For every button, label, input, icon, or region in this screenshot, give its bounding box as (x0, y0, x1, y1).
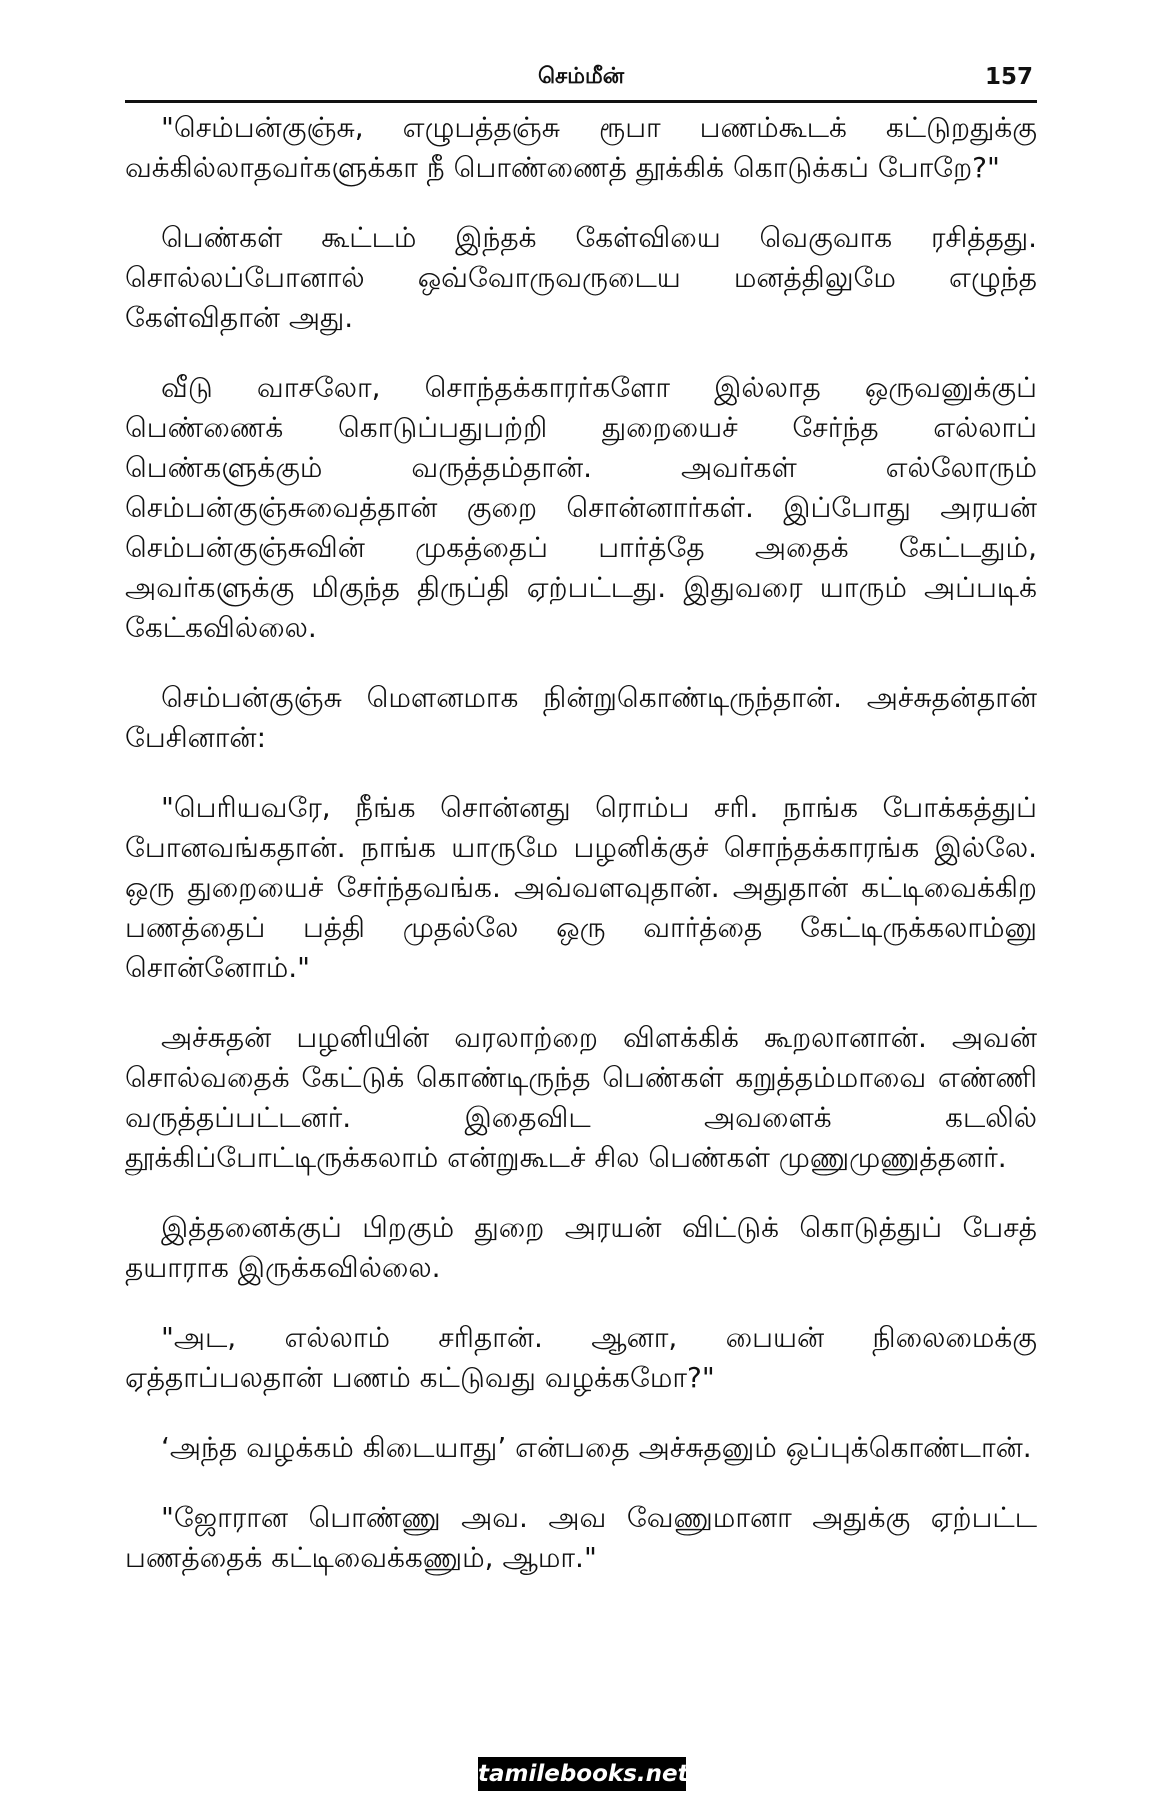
paragraph: "அட, எல்லாம் சரிதான். ஆனா, பையன் நிலைமைக்கு ஏத்தாப்பலதான் பணம் கட்டுவது வழக்கமோ?" (125, 1321, 1037, 1394)
paragraph: பெண்கள் கூட்டம் இந்தக் கேள்வியை வெகுவாக ரசித்தது. சொல்லப்போனால் ஒவ்வோருவருடைய மனத்திலுமே எழுந்த கேள்விதான் அது. (125, 221, 1037, 334)
paragraph: "செம்பன்குஞ்சு, எழுபத்தஞ்சு ரூபா பணம்கூடக் கட்டுறதுக்கு வக்கில்லாதவர்களுக்கா நீ பொண்ணைத் தூக்கிக் கொடுக்கப் போறே?" (125, 111, 1037, 184)
page-number: 157 (984, 64, 1033, 90)
paragraph: ‘அந்த வழக்கம் கிடையாது’ என்பதை அச்சுதனும் ஒப்புக்கொண்டான். (161, 1431, 1032, 1464)
paragraph: இத்தனைக்குப் பிறகும் துறை அரயன் விட்டுக் கொடுத்துப் பேசத் தயாராக இருக்கவில்லை. (125, 1211, 1037, 1284)
header-divider (125, 100, 1037, 103)
page-header (125, 60, 1037, 100)
paragraph: செம்பன்குஞ்சு மௌனமாக நின்றுகொண்டிருந்தான். அச்சுதன்தான் பேசினான்: (125, 681, 1037, 754)
page-body (125, 108, 1037, 1608)
paragraph: "ஜோரான பொண்ணு அவ. அவ வேணுமானா அதுக்கு ஏற்பட்ட பணத்தைக் கட்டிவைக்கணும், ஆமா." (125, 1501, 1037, 1574)
paragraph: "பெரியவரே, நீங்க சொன்னது ரொம்ப சரி. நாங்க போக்கத்துப் போனவங்கதான். நாங்க யாருமே பழனிக்குச் சொந்தக்காரங்க இல்லே. ஒரு துறையைச் சேர்ந்தவங்க. அவ்வளவுதான். அதுதான் கட்டிவைக்கிற பணத்தைப் பத்தி முதல்லே ஒரு வார்த்தை கேட்டிருக்கலாம்னு சொன்னோம்." (125, 791, 1037, 984)
paragraph: அச்சுதன் பழனியின் வரலாற்றை விளக்கிக் கூறலானான். அவன் சொல்வதைக் கேட்டுக் கொண்டிருந்த பெண்கள் கறுத்தம்மாவை எண்ணி வருத்தப்பட்டனர். இதைவிட அவளைக் கடலில் தூக்கிப்போட்டிருக்கலாம் என்றுகூடச் சில பெண்கள் முணுமுணுத்தனர். (125, 1021, 1037, 1174)
running-title: செம்மீன் (537, 64, 625, 89)
paragraph: வீடு வாசலோ, சொந்தக்காரர்களோ இல்லாத ஒருவனுக்குப் பெண்ணைக் கொடுப்பதுபற்றி துறையைச் சேர்ந்த எல்லாப் பெண்களுக்கும் வருத்தம்தான். அவர்கள் எல்லோரும் செம்பன்குஞ்சுவைத்தான் குறை சொன்னார்கள். இப்போது அரயன் செம்பன்குஞ்சுவின் முகத்தைப் பார்த்தே அதைக் கேட்டதும், அவர்களுக்கு மிகுந்த திருப்தி ஏற்பட்டது. இதுவரை யாரும் அப்படிக் கேட்கவில்லை. (125, 371, 1037, 644)
source-watermark: tamilebooks.net (478, 1757, 686, 1791)
